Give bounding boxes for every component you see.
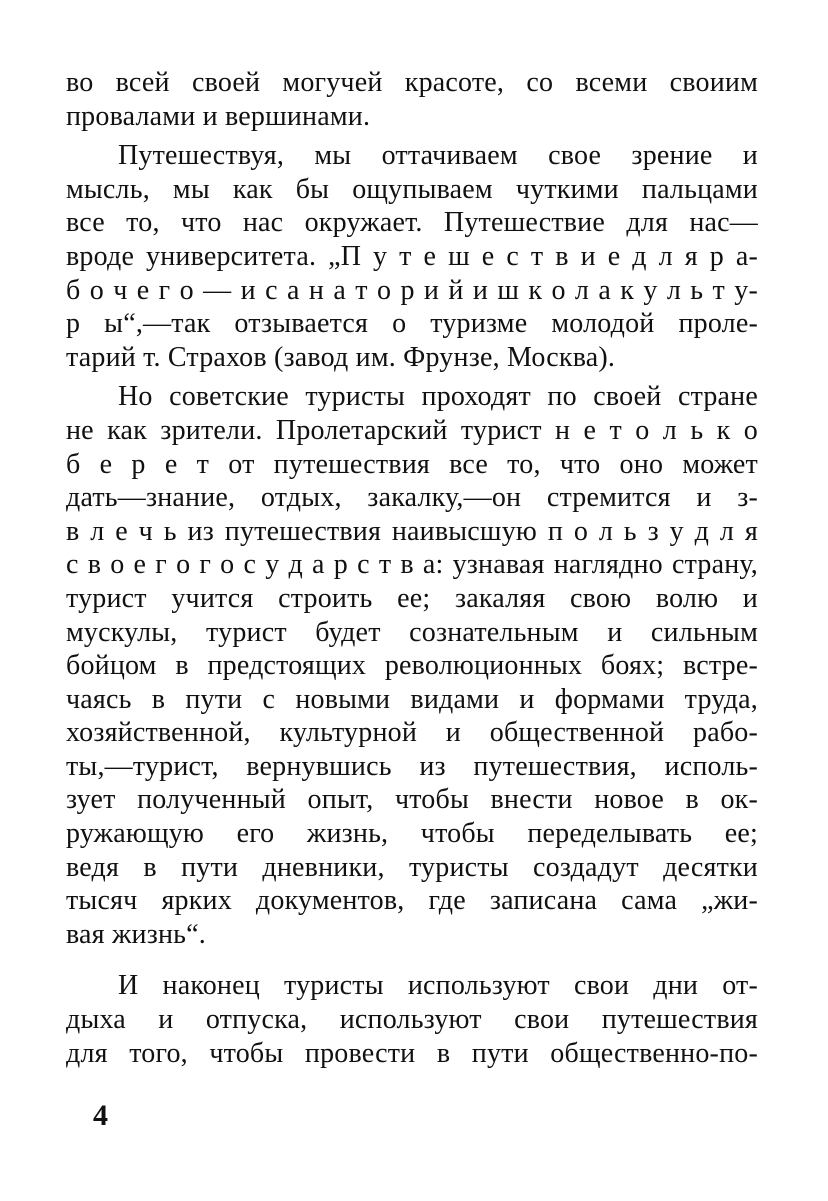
text-line: вая жизнь“. [66,918,206,950]
body-text [66,66,758,1070]
text-line: ведя в пути дневники, туристы создадут десятки [66,851,758,883]
text-line: бойцом в предстоящих революционных боях; встре- [66,650,758,682]
text-line: зует полученный опыт, чтобы внести новое в ок- [66,784,758,816]
text-line: турист учится строить ее; закаляя свою волю и [66,582,758,614]
paragraph-1 [66,66,758,133]
text-line: б о ч е г о — и с а н а т о р и й и ш к о л а к у л ь т у- [66,274,758,306]
text-line: вроде университета. „П у т е ш е с т в и е д л я р а- [66,240,758,272]
text-line: во всей своей могучей красоте, со всеми своиим [66,67,758,98]
text-line: р ы“,—так отзывается о туризме молодой проле- [66,308,758,340]
text-line: И наконец туристы используют свои дни от- [118,970,758,1002]
text-line: мысль, мы как бы ощупываем чуткими пальцами [66,173,758,205]
paragraph-4 [66,969,758,1070]
text-line: тысяч ярких документов, где записана сама „жи- [66,885,758,917]
text-line: б е р е т от путешествия все то, что оно может [66,448,758,480]
text-line: хозяйственной, культурной и общественной рабо- [66,717,758,749]
text-line: Путешествуя, мы оттачиваем свое зрение и [118,140,758,172]
text-line: с в о е г о г о с у д а р с т в а: узнавая наглядно страну, [66,549,758,581]
text-line: провалами и вершинами. [66,100,371,132]
text-line: для того, чтобы провести в пути общественно-по- [66,1037,758,1069]
text-line: дать—знание, отдых, закалку,—он стремится и з- [66,482,758,514]
paragraph-2 [66,139,758,374]
text-line: ружающую его жизнь, чтобы переделывать ее; [66,818,758,850]
text-line: дыха и отпуска, используют свои путешествия [66,1004,758,1036]
text-line: ты,—турист, вернувшись из путешествия, исполь- [66,750,758,782]
page-number: 4 [93,1099,108,1132]
text-line: в л е ч ь из путешествия наивысшую п о л ь з у д л я [66,515,758,547]
text-line: мускулы, турист будет сознательным и сильным [66,616,758,648]
text-line: Но советские туристы проходят по своей стране [118,381,758,413]
text-line: чаясь в пути с новыми видами и формами труда, [66,683,758,715]
text-line: все то, что нас окружает. Путешествие для нас— [66,207,758,239]
text-line: не как зрители. Пролетарский турист н е т о л ь к о [66,414,758,446]
paragraph-3 [66,380,758,951]
text-line: тарий т. Страхов (завод им. Фрунзе, Москва). [66,341,616,373]
